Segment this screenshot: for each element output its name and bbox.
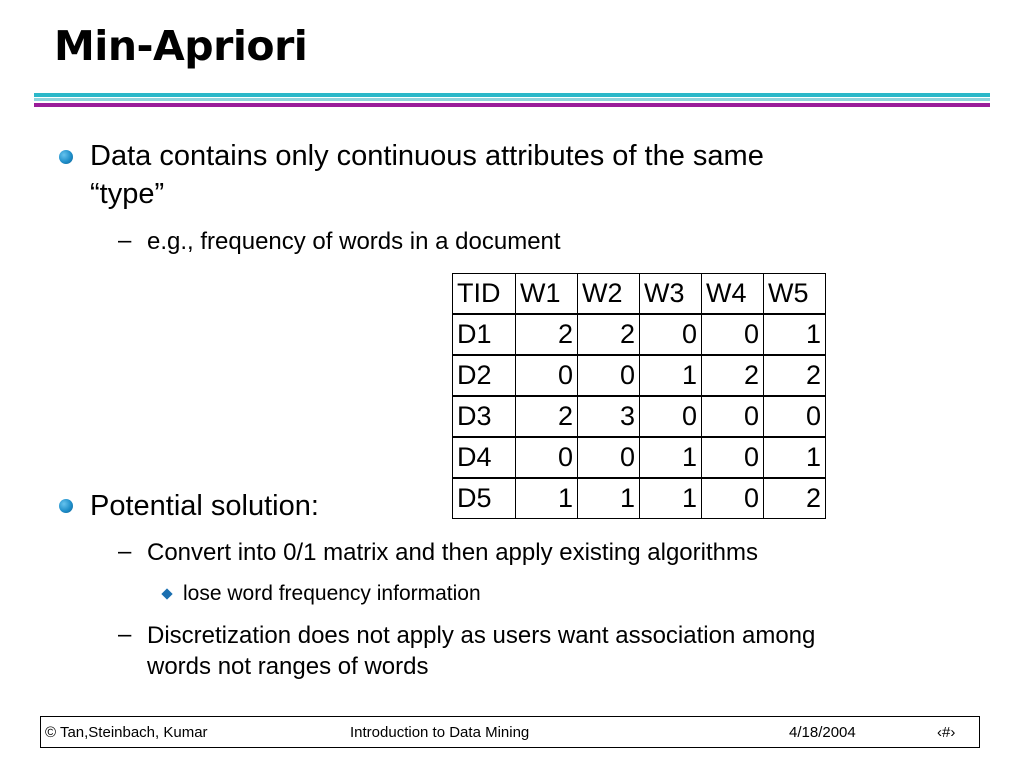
bullet-2-sub-2 [147,620,815,682]
bullet-1-line2: “type” [90,178,165,210]
table-row [453,437,826,478]
word-frequency-table [452,273,826,519]
table-cell: 0 [578,355,640,396]
table-cell: 1 [640,478,702,519]
table-cell: 0 [640,396,702,437]
title-rule-light [34,98,990,101]
table-cell: 2 [764,478,826,519]
table-cell: 0 [516,437,578,478]
bullet-2: Potential solution: [90,490,319,522]
table-cell: 0 [702,396,764,437]
table-cell: 1 [764,314,826,355]
slide-title: Min-Apriori [54,22,308,70]
table-header-row [453,274,826,315]
table-row [453,314,826,355]
table-row [453,355,826,396]
table-cell: 1 [640,437,702,478]
bullet-2-sub-1: Convert into 0/1 matrix and then apply existing algorithms [147,539,758,566]
footer-page-number: ‹#› [937,724,956,741]
title-rule-cyan [34,93,990,97]
table-cell: 0 [702,437,764,478]
table-cell: 2 [764,355,826,396]
header-tid: TID [453,274,516,315]
bullet-1 [90,137,764,213]
table-cell: 0 [578,437,640,478]
dash-icon: – [118,621,132,648]
table-cell: 2 [516,314,578,355]
header-w1: W1 [516,274,578,315]
table-cell: 1 [516,478,578,519]
dash-icon: – [118,227,132,254]
table-cell: 1 [764,437,826,478]
table-cell: 0 [764,396,826,437]
table-cell: D4 [453,437,516,478]
table-cell: 2 [578,314,640,355]
footer-course: Introduction to Data Mining [350,724,530,741]
header-w4: W4 [702,274,764,315]
table-cell: 2 [702,355,764,396]
table-row [453,478,826,519]
dash-icon: – [118,538,132,565]
header-w2: W2 [578,274,640,315]
footer-date: 4/18/2004 [789,724,856,741]
table-cell: 1 [640,355,702,396]
table-cell: 3 [578,396,640,437]
bullet-2-sub-2-line1: Discretization does not apply as users want association among [147,622,816,649]
table-cell: 2 [516,396,578,437]
footer-copyright: © Tan,Steinbach, Kumar [45,724,208,741]
table-row [453,396,826,437]
header-w3: W3 [640,274,702,315]
bullet-dot-icon [59,150,73,164]
table-cell: D1 [453,314,516,355]
bullet-1-line1: Data contains only continuous attributes of the same [90,140,764,172]
bullet-2-sub-2-line2: words not ranges of words [147,653,429,680]
table-cell: 0 [702,478,764,519]
bullet-dot-icon [59,499,73,513]
slide-footer [40,716,980,748]
table-cell: 0 [640,314,702,355]
header-w5: W5 [764,274,826,315]
bullet-2-subsub-1: lose word frequency information [183,582,481,605]
table-cell: D3 [453,396,516,437]
table-cell: D5 [453,478,516,519]
diamond-bullet-icon [161,588,172,599]
table-cell: 0 [516,355,578,396]
table-cell: 1 [578,478,640,519]
bullet-1-sub-1: e.g., frequency of words in a document [147,228,561,255]
table-cell: D2 [453,355,516,396]
table-cell: 0 [702,314,764,355]
title-rule-purple [34,103,990,107]
